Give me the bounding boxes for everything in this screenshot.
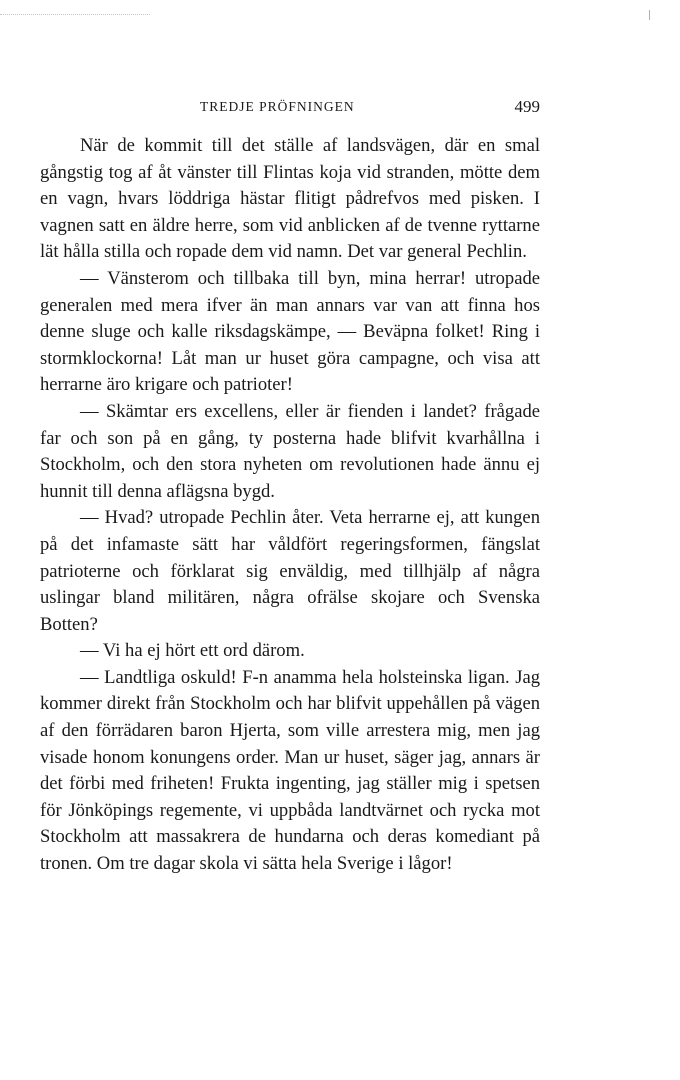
running-head <box>40 97 540 119</box>
page-number: 499 <box>514 97 540 116</box>
body-text <box>40 133 540 878</box>
scan-edge-tick <box>649 10 650 20</box>
chapter-title: TREDJE PRÖFNINGEN <box>200 99 355 114</box>
paragraph: När de kommit till det ställe af landsvägen, där en smal gångstig tog af åt vänster till Flintas koja vid stranden, mötte dem en vagn, hvars löddriga hästar flitigt pådrefvos med pisken. I vagnen satt en äldre herre, som vid anblicken af de tvenne ryttarne lät hålla stilla och ropade dem vid namn. Det var general Pechlin. <box>40 135 540 263</box>
scan-edge-marks <box>0 14 150 17</box>
paragraph: — Landtliga oskuld! F-n anamma hela holsteinska ligan. Jag kommer direkt från Stockholm och har blifvit uppehållen på vägen af den förrädaren baron Hjerta, som ville arrestera mig, men jag visade honom konungens order. Man ur huset, säger jag, annars är det förbi med friheten! Frukta ingenting, jag ställer mig i spetsen för Jönköpings regemente, vi uppbåda landtvärnet och rycka mot Stockholm att massakrera de hundarna och deras komediant på tronen. Om tre dagar skola vi sätta hela Sverige i lågor! <box>40 666 540 875</box>
paragraph: — Vänsterom och tillbaka till byn, mina herrar! utropade generalen med mera ifver än man annars var van att finna hos denne sluge och kalle riksdagskämpe, — Beväpna folket! Ring i stormklockorna! Låt man ur huset göra campagne, och visa att herrarne äro krigare och patrioter! <box>40 267 540 396</box>
paragraph: — Skämtar ers excellens, eller är fienden i landet? frågade far och son på en gång, ty posterna hade blifvit kvarhållna i Stockholm, och den stora nyheten om revolutionen hade ännu ej hunnit till denna aflägsna bygd. <box>40 400 540 502</box>
paragraph: — Hvad? utropade Pechlin åter. Veta herrarne ej, att kungen på det infamaste sätt har våldfört regeringsformen, fängslat patrioterne och förklarat sig enväldig, med tillhjälp af några uslingar bland militären, några ofrälse skojare och Svenska Botten? <box>40 507 540 635</box>
paragraph: — Vi ha ej hört ett ord därom. <box>80 640 305 662</box>
